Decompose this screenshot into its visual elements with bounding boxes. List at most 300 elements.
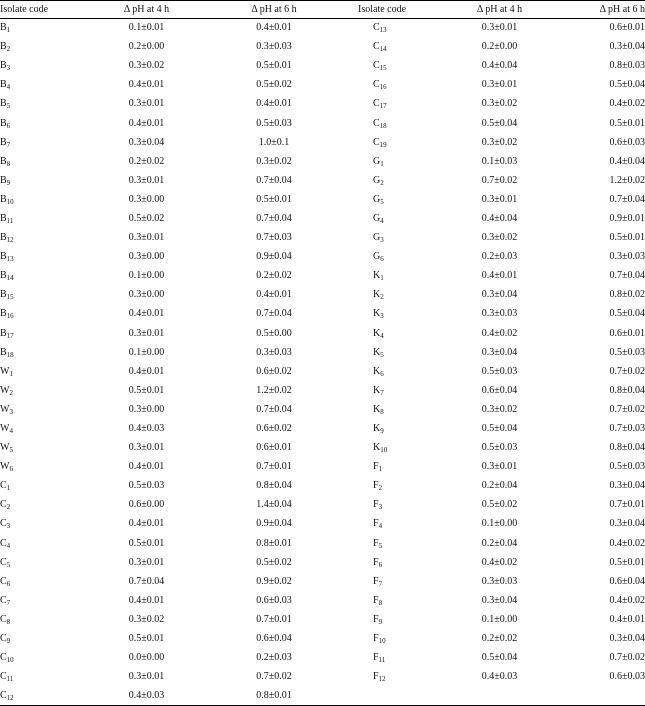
isolate-code-right bbox=[350, 343, 450, 362]
isolate-code-subscript: 2 bbox=[380, 293, 384, 302]
isolate-code-right bbox=[350, 458, 450, 477]
isolate-code-subscript: 5 bbox=[380, 197, 384, 206]
ph-4h-value-left: 0.3±0.02 bbox=[128, 613, 165, 625]
ph-6h-value-right: 0.5±0.03 bbox=[609, 346, 645, 358]
ph-4h-value-right: 0.7±0.02 bbox=[481, 174, 518, 186]
isolate-code-right bbox=[350, 57, 450, 76]
isolate-code-letter: B bbox=[0, 232, 7, 244]
isolate-code-letter: C bbox=[0, 652, 7, 664]
isolate-code-left bbox=[0, 362, 95, 381]
isolate-code-right bbox=[350, 630, 450, 649]
ph-4h-value-left: 0.1±0.01 bbox=[128, 22, 165, 34]
isolate-code-letter: F bbox=[373, 652, 379, 664]
table-row bbox=[0, 687, 645, 706]
isolate-code-left bbox=[0, 668, 95, 687]
isolate-code-letter: B bbox=[0, 174, 7, 186]
ph-6h-value-right: 0.3±0.04 bbox=[609, 518, 645, 530]
isolate-code-letter: C bbox=[0, 499, 7, 511]
isolate-code-letter: F bbox=[373, 537, 379, 549]
ph-6h-value-right: 0.6±0.01 bbox=[609, 327, 645, 339]
ph-4h-value-left: 0.3±0.01 bbox=[128, 556, 165, 568]
isolate-code-left bbox=[0, 534, 95, 553]
isolate-code-left bbox=[0, 477, 95, 496]
isolate-code-right bbox=[350, 572, 450, 591]
isolate-code-subscript: 7 bbox=[378, 579, 383, 588]
ph-6h-value-left: 0.9±0.04 bbox=[256, 518, 292, 530]
ph-6h-value-left: 0.5±0.02 bbox=[256, 79, 292, 91]
ph-4h-value-right: 0.5±0.02 bbox=[481, 499, 518, 511]
isolate-code-subscript: 3 bbox=[6, 64, 11, 73]
isolate-code-subscript: 17 bbox=[6, 331, 14, 340]
ph-4h-value-right: 0.2±0.02 bbox=[481, 633, 518, 645]
ph-6h-value-right: 0.5±0.03 bbox=[609, 461, 645, 473]
ph-4h-value-right: 0.6±0.04 bbox=[481, 384, 518, 396]
ph-4h-value-left: 0.6±0.00 bbox=[128, 499, 165, 511]
ph-6h-value-left: 0.6±0.03 bbox=[256, 594, 292, 606]
isolate-code-letter: K bbox=[373, 442, 381, 454]
isolate-code-subscript: 5 bbox=[6, 102, 11, 111]
isolate-code-left bbox=[0, 171, 95, 190]
ph-6h-value-right: 0.3±0.04 bbox=[609, 480, 645, 492]
ph-4h-value-left: 0.5±0.03 bbox=[128, 480, 165, 492]
isolate-code-subscript: 10 bbox=[380, 446, 388, 455]
ph-4h-value-left: 0.7±0.04 bbox=[128, 575, 165, 587]
ph-6h-value-right: 0.3±0.04 bbox=[609, 41, 645, 53]
isolate-code-subscript: 3 bbox=[378, 503, 383, 512]
ph-4h-value-left: 0.1±0.00 bbox=[128, 270, 165, 282]
isolate-code-letter: C bbox=[373, 79, 380, 91]
ph-4h-value-left: 0.3±0.00 bbox=[128, 289, 165, 301]
isolate-code-letter: B bbox=[0, 308, 7, 320]
ph-4h-value-left: 0.0±0.00 bbox=[128, 652, 165, 664]
ph-4h-value-right: 0.3±0.01 bbox=[481, 193, 518, 205]
isolate-code-subscript: 7 bbox=[6, 598, 11, 607]
table-row bbox=[0, 477, 645, 496]
isolate-code-letter: B bbox=[0, 98, 7, 110]
ph-6h-value-right: 0.4±0.01 bbox=[609, 613, 645, 625]
ph-6h-value-left: 0.9±0.02 bbox=[256, 575, 292, 587]
isolate-code-subscript: 3 bbox=[9, 407, 13, 416]
table-row bbox=[0, 248, 645, 267]
isolate-code-letter: C bbox=[0, 575, 7, 587]
ph-6h-value-left: 1.0±0.1 bbox=[258, 136, 290, 148]
isolate-code-letter: W bbox=[0, 423, 10, 435]
table-row bbox=[0, 267, 645, 286]
isolate-code-letter: C bbox=[373, 60, 380, 72]
isolate-code-letter: C bbox=[0, 480, 7, 492]
isolate-code-left bbox=[0, 19, 95, 38]
isolate-code-letter: K bbox=[373, 289, 381, 301]
isolate-code-right bbox=[350, 381, 450, 400]
isolate-code-subscript: 11 bbox=[6, 216, 14, 225]
isolate-code-subscript: 11 bbox=[378, 656, 386, 665]
table-row bbox=[0, 591, 645, 610]
ph-6h-value-left: 1.4±0.04 bbox=[256, 499, 292, 511]
isolate-code-letter: C bbox=[0, 556, 7, 568]
table-row bbox=[0, 458, 645, 477]
ph-6h-value-right: 0.7±0.04 bbox=[609, 193, 645, 205]
isolate-code-subscript: 16 bbox=[379, 83, 387, 92]
isolate-code-left bbox=[0, 572, 95, 591]
table-row bbox=[0, 76, 645, 95]
isolate-code-letter: C bbox=[0, 690, 7, 702]
isolate-code-subscript: 15 bbox=[6, 293, 14, 302]
isolate-code-right bbox=[350, 477, 450, 496]
isolate-code-letter: F bbox=[373, 633, 379, 645]
isolate-code-subscript: 6 bbox=[9, 465, 13, 474]
isolate-code-subscript: 2 bbox=[9, 388, 13, 397]
isolate-code-letter: B bbox=[0, 41, 7, 53]
ph-4h-value-left: 0.4±0.01 bbox=[128, 365, 165, 377]
isolate-code-letter: B bbox=[0, 117, 7, 129]
isolate-code-letter: F bbox=[373, 671, 379, 683]
table-row bbox=[0, 419, 645, 438]
ph-6h-value-right: 0.9±0.01 bbox=[609, 212, 645, 224]
ph-4h-value-right: 0.3±0.02 bbox=[481, 403, 518, 415]
isolate-code-subscript: 4 bbox=[378, 522, 383, 531]
isolate-code-letter: G bbox=[373, 232, 381, 244]
header-isolate-code-left: Isolate code bbox=[0, 1, 95, 19]
isolate-code-left bbox=[0, 630, 95, 649]
ph-6h-value-right: 0.5±0.04 bbox=[609, 79, 645, 91]
ph-4h-value-right: 0.4±0.01 bbox=[481, 270, 518, 282]
isolate-code-subscript: 14 bbox=[379, 45, 387, 54]
isolate-code-subscript: 2 bbox=[378, 484, 383, 493]
table-row bbox=[0, 534, 645, 553]
isolate-code-left bbox=[0, 76, 95, 95]
isolate-code-left bbox=[0, 229, 95, 248]
isolate-code-subscript: 10 bbox=[6, 197, 14, 206]
isolate-code-left bbox=[0, 152, 95, 171]
isolate-code-right bbox=[350, 19, 450, 38]
isolate-code-letter: F bbox=[373, 518, 379, 530]
ph-6h-value-left: 0.2±0.02 bbox=[256, 270, 292, 282]
isolate-code-subscript: 8 bbox=[6, 159, 11, 168]
isolate-code-letter: C bbox=[373, 41, 380, 53]
isolate-code-letter: B bbox=[0, 193, 7, 205]
isolate-code-right bbox=[350, 114, 450, 133]
isolate-code-subscript: 12 bbox=[6, 694, 14, 703]
isolate-code-subscript: 5 bbox=[378, 541, 383, 550]
ph-4h-value-right: 0.5±0.03 bbox=[481, 365, 518, 377]
isolate-code-left bbox=[0, 267, 95, 286]
isolate-code-left bbox=[0, 591, 95, 610]
ph-4h-value-right: 0.3±0.03 bbox=[481, 308, 518, 320]
ph-4h-value-right: 0.4±0.03 bbox=[481, 671, 518, 683]
isolate-code-right bbox=[350, 324, 450, 343]
isolate-code-letter: C bbox=[373, 117, 380, 129]
ph-4h-value-left: 0.5±0.01 bbox=[128, 384, 165, 396]
isolate-code-left bbox=[0, 286, 95, 305]
isolate-code-subscript: 4 bbox=[6, 83, 11, 92]
table-body bbox=[0, 19, 645, 706]
ph-4h-value-left: 0.3±0.00 bbox=[128, 403, 165, 415]
ph-6h-value-right: 0.5±0.01 bbox=[609, 232, 645, 244]
isolate-code-right bbox=[350, 439, 450, 458]
ph-6h-value-left: 0.3±0.03 bbox=[256, 346, 292, 358]
isolate-code-letter: G bbox=[373, 193, 381, 205]
ph-4h-value-right: 0.5±0.03 bbox=[481, 442, 518, 454]
ph-6h-value-left: 0.7±0.04 bbox=[256, 212, 292, 224]
header-ph-4h-left: Δ pH at 4 h bbox=[95, 1, 198, 19]
ph-4h-value-left: 0.3±0.02 bbox=[128, 60, 165, 72]
table-row bbox=[0, 324, 645, 343]
ph-4h-value-left: 0.3±0.01 bbox=[128, 232, 165, 244]
isolate-code-right bbox=[350, 610, 450, 629]
ph-6h-value-left: 0.5±0.01 bbox=[256, 60, 292, 72]
isolate-code-left bbox=[0, 610, 95, 629]
isolate-code-letter: F bbox=[373, 594, 379, 606]
ph-4h-value-right: 0.2±0.03 bbox=[481, 251, 518, 263]
isolate-code-letter: G bbox=[373, 174, 381, 186]
ph-6h-value-right: 0.8±0.02 bbox=[609, 289, 645, 301]
isolate-code-right bbox=[350, 248, 450, 267]
isolate-code-left bbox=[0, 381, 95, 400]
header-isolate-code-right: Isolate code bbox=[350, 1, 450, 19]
ph-4h-value-right: 0.1±0.03 bbox=[481, 155, 518, 167]
ph-4h-value-left: 0.3±0.00 bbox=[128, 251, 165, 263]
ph-4h-value-right: 0.3±0.03 bbox=[481, 575, 518, 587]
isolate-code-left bbox=[0, 553, 95, 572]
ph-4h-value-left: 0.1±0.00 bbox=[128, 346, 165, 358]
header-ph-6h-left: Δ pH at 6 h bbox=[198, 1, 350, 19]
ph-4h-value-left: 0.2±0.02 bbox=[128, 155, 165, 167]
isolate-code-letter: K bbox=[373, 365, 381, 377]
isolate-code-left bbox=[0, 324, 95, 343]
isolate-code-left bbox=[0, 400, 95, 419]
isolate-code-subscript: 3 bbox=[380, 312, 384, 321]
ph-4h-value-left: 0.2±0.00 bbox=[128, 41, 165, 53]
isolate-code-subscript: 12 bbox=[378, 675, 386, 684]
ph-4h-value-right: 0.2±0.04 bbox=[481, 480, 518, 492]
ph-4h-value-right: 0.4±0.04 bbox=[481, 60, 518, 72]
isolate-code-subscript: 5 bbox=[6, 560, 11, 569]
isolate-code-subscript: 18 bbox=[379, 121, 387, 130]
isolate-code-right bbox=[350, 591, 450, 610]
ph-6h-value-right: 0.6±0.01 bbox=[609, 22, 645, 34]
ph-6h-value-right: 0.8±0.04 bbox=[609, 442, 645, 454]
ph-4h-value-left: 0.3±0.01 bbox=[128, 327, 165, 339]
ph-6h-value-left: 0.6±0.02 bbox=[256, 423, 292, 435]
ph-4h-value-right bbox=[450, 687, 549, 706]
ph-4h-value-left: 0.4±0.03 bbox=[95, 687, 198, 706]
table-row bbox=[0, 305, 645, 324]
table-row bbox=[0, 515, 645, 534]
ph-6h-value-left: 0.7±0.04 bbox=[256, 174, 292, 186]
isolate-code-subscript: 10 bbox=[378, 637, 386, 646]
isolate-code-letter: B bbox=[0, 60, 7, 72]
isolate-code-left bbox=[0, 209, 95, 228]
ph-6h-value-left: 0.7±0.01 bbox=[256, 461, 292, 473]
ph-4h-value-right: 0.3±0.02 bbox=[481, 98, 518, 110]
isolate-code-right bbox=[350, 38, 450, 57]
ph-4h-value-right: 0.3±0.01 bbox=[481, 79, 518, 91]
ph-4h-value-right: 0.4±0.04 bbox=[481, 212, 518, 224]
isolate-code-letter: G bbox=[373, 155, 381, 167]
ph-4h-value-left: 0.4±0.01 bbox=[128, 518, 165, 530]
isolate-code-letter: K bbox=[373, 270, 381, 282]
ph-6h-value-right: 0.5±0.01 bbox=[609, 556, 645, 568]
ph-6h-value-left: 0.4±0.01 bbox=[256, 22, 292, 34]
isolate-code-subscript: 4 bbox=[9, 427, 13, 436]
isolate-code-left bbox=[0, 38, 95, 57]
ph-4h-value-right: 0.3±0.04 bbox=[481, 289, 518, 301]
ph-6h-value-left: 1.2±0.02 bbox=[256, 384, 292, 396]
ph-6h-value-left: 0.3±0.03 bbox=[256, 41, 292, 53]
isolate-code-subscript: 6 bbox=[6, 121, 11, 130]
isolate-code-right bbox=[350, 687, 450, 706]
isolate-code-right bbox=[350, 95, 450, 114]
isolate-code-subscript: 5 bbox=[9, 446, 13, 455]
ph-6h-value-right: 0.4±0.02 bbox=[609, 98, 645, 110]
isolate-code-subscript: 3 bbox=[6, 522, 11, 531]
table-row bbox=[0, 229, 645, 248]
ph-4h-value-left: 0.4±0.01 bbox=[128, 461, 165, 473]
ph-6h-value-left: 0.6±0.04 bbox=[256, 633, 292, 645]
isolate-code-left bbox=[0, 305, 95, 324]
isolate-code-subscript: 2 bbox=[380, 178, 384, 187]
isolate-code-subscript: 4 bbox=[6, 541, 11, 550]
ph-4h-value-left: 0.5±0.01 bbox=[128, 537, 165, 549]
table-row bbox=[0, 286, 645, 305]
isolate-code-subscript: 13 bbox=[6, 255, 14, 264]
isolate-code-subscript: 2 bbox=[6, 503, 11, 512]
isolate-code-letter: K bbox=[373, 423, 381, 435]
ph-4h-value-right: 0.3±0.02 bbox=[481, 232, 518, 244]
isolate-code-subscript: 10 bbox=[6, 656, 14, 665]
isolate-code-right bbox=[350, 133, 450, 152]
table-row bbox=[0, 362, 645, 381]
ph-4h-value-left: 0.3±0.01 bbox=[128, 442, 165, 454]
ph-6h-value-right: 0.5±0.01 bbox=[609, 117, 645, 129]
isolate-code-letter: K bbox=[373, 346, 381, 358]
table-row bbox=[0, 572, 645, 591]
ph-6h-value-right: 0.6±0.03 bbox=[609, 671, 645, 683]
ph-6h-value-left: 0.5±0.03 bbox=[256, 117, 292, 129]
header-ph-4h-right: Δ pH at 4 h bbox=[450, 1, 549, 19]
ph-6h-value-left: 0.9±0.04 bbox=[256, 251, 292, 263]
isolate-code-subscript: 5 bbox=[380, 350, 384, 359]
isolate-code-left bbox=[0, 190, 95, 209]
ph-6h-value-right: 0.4±0.02 bbox=[609, 594, 645, 606]
ph-6h-value-left: 0.5±0.02 bbox=[256, 556, 292, 568]
isolate-code-right bbox=[350, 305, 450, 324]
isolate-code-letter: K bbox=[373, 327, 381, 339]
isolate-code-letter: F bbox=[373, 480, 379, 492]
table-row bbox=[0, 38, 645, 57]
isolate-code-subscript: 1 bbox=[9, 369, 13, 378]
isolate-code-letter: F bbox=[373, 556, 379, 568]
isolate-code-right bbox=[350, 553, 450, 572]
table-header bbox=[0, 1, 645, 19]
isolate-code-right bbox=[350, 534, 450, 553]
ph-6h-value-left: 0.5±0.00 bbox=[256, 327, 292, 339]
isolate-code-subscript: 6 bbox=[380, 369, 384, 378]
ph-6h-value-right: 0.4±0.02 bbox=[609, 537, 645, 549]
table-row bbox=[0, 400, 645, 419]
isolate-code-left bbox=[0, 515, 95, 534]
isolate-code-right bbox=[350, 152, 450, 171]
isolate-code-subscript: 9 bbox=[378, 617, 383, 626]
table-row bbox=[0, 95, 645, 114]
isolate-code-letter: C bbox=[373, 22, 380, 34]
isolate-code-right bbox=[350, 229, 450, 248]
isolate-code-letter: B bbox=[0, 270, 7, 282]
isolate-code-right bbox=[350, 190, 450, 209]
isolate-code-right bbox=[350, 267, 450, 286]
ph-4h-value-right: 0.3±0.04 bbox=[481, 346, 518, 358]
isolate-code-letter: B bbox=[0, 327, 7, 339]
ph-6h-value-right: 0.4±0.04 bbox=[609, 155, 645, 167]
ph-6h-value-right: 0.8±0.04 bbox=[609, 384, 645, 396]
isolate-code-subscript: 6 bbox=[380, 255, 384, 264]
isolate-code-subscript: 8 bbox=[6, 617, 11, 626]
isolate-code-letter: W bbox=[0, 384, 10, 396]
ph-6h-value-right: 0.7±0.04 bbox=[609, 270, 645, 282]
isolate-code-subscript: 1 bbox=[380, 159, 384, 168]
isolate-code-letter: W bbox=[0, 365, 10, 377]
ph-6h-value-right: 0.7±0.03 bbox=[609, 423, 645, 435]
ph-6h-value-right: 0.6±0.03 bbox=[609, 136, 645, 148]
ph-6h-value-left: 0.7±0.04 bbox=[256, 403, 292, 415]
isolate-code-letter: W bbox=[0, 442, 10, 454]
isolate-code-subscript: 9 bbox=[6, 178, 11, 187]
table-row bbox=[0, 553, 645, 572]
isolate-code-letter: C bbox=[0, 613, 7, 625]
table-row bbox=[0, 114, 645, 133]
isolate-code-left bbox=[0, 687, 95, 706]
ph-6h-value-right: 0.8±0.03 bbox=[609, 60, 645, 72]
isolate-code-subscript: 9 bbox=[6, 637, 11, 646]
ph-6h-value-left: 0.4±0.01 bbox=[256, 98, 292, 110]
ph-6h-value-right: 0.5±0.04 bbox=[609, 308, 645, 320]
isolate-code-letter: W bbox=[0, 403, 10, 415]
isolate-code-right bbox=[350, 668, 450, 687]
ph-4h-value-right: 0.1±0.00 bbox=[481, 613, 518, 625]
ph-6h-value-right: 0.7±0.02 bbox=[609, 403, 645, 415]
isolate-code-letter: K bbox=[373, 403, 381, 415]
ph-6h-value-left: 0.7±0.01 bbox=[256, 613, 292, 625]
ph-4h-value-left: 0.4±0.01 bbox=[128, 308, 165, 320]
ph-6h-value-left: 0.8±0.01 bbox=[198, 687, 350, 706]
isolate-code-subscript: 6 bbox=[6, 579, 11, 588]
isolate-code-subscript: 18 bbox=[6, 350, 14, 359]
isolate-code-right bbox=[350, 649, 450, 668]
isolate-code-subscript: 1 bbox=[6, 26, 11, 35]
isolate-code-letter: C bbox=[0, 594, 7, 606]
isolate-code-subscript: 19 bbox=[379, 140, 387, 149]
isolate-code-right bbox=[350, 362, 450, 381]
ph-6h-value-right: 0.7±0.01 bbox=[609, 499, 645, 511]
ph-4h-value-right: 0.3±0.01 bbox=[481, 22, 518, 34]
isolate-code-letter: K bbox=[373, 308, 381, 320]
isolate-code-subscript: 8 bbox=[378, 598, 383, 607]
ph-4h-value-right: 0.1±0.00 bbox=[481, 518, 518, 530]
isolate-code-letter: F bbox=[373, 461, 379, 473]
table-row bbox=[0, 190, 645, 209]
ph-6h-value-left: 0.3±0.02 bbox=[256, 155, 292, 167]
isolate-code-left bbox=[0, 95, 95, 114]
isolate-code-subscript: 15 bbox=[379, 64, 387, 73]
ph-6h-value-left: 0.2±0.03 bbox=[256, 652, 292, 664]
isolate-code-subscript: 17 bbox=[379, 102, 387, 111]
isolate-code-subscript: 3 bbox=[380, 236, 384, 245]
table-row bbox=[0, 668, 645, 687]
isolate-code-letter: C bbox=[0, 633, 7, 645]
isolate-code-letter: K bbox=[373, 384, 381, 396]
table-row bbox=[0, 630, 645, 649]
ph-6h-value-left: 0.4±0.01 bbox=[256, 289, 292, 301]
